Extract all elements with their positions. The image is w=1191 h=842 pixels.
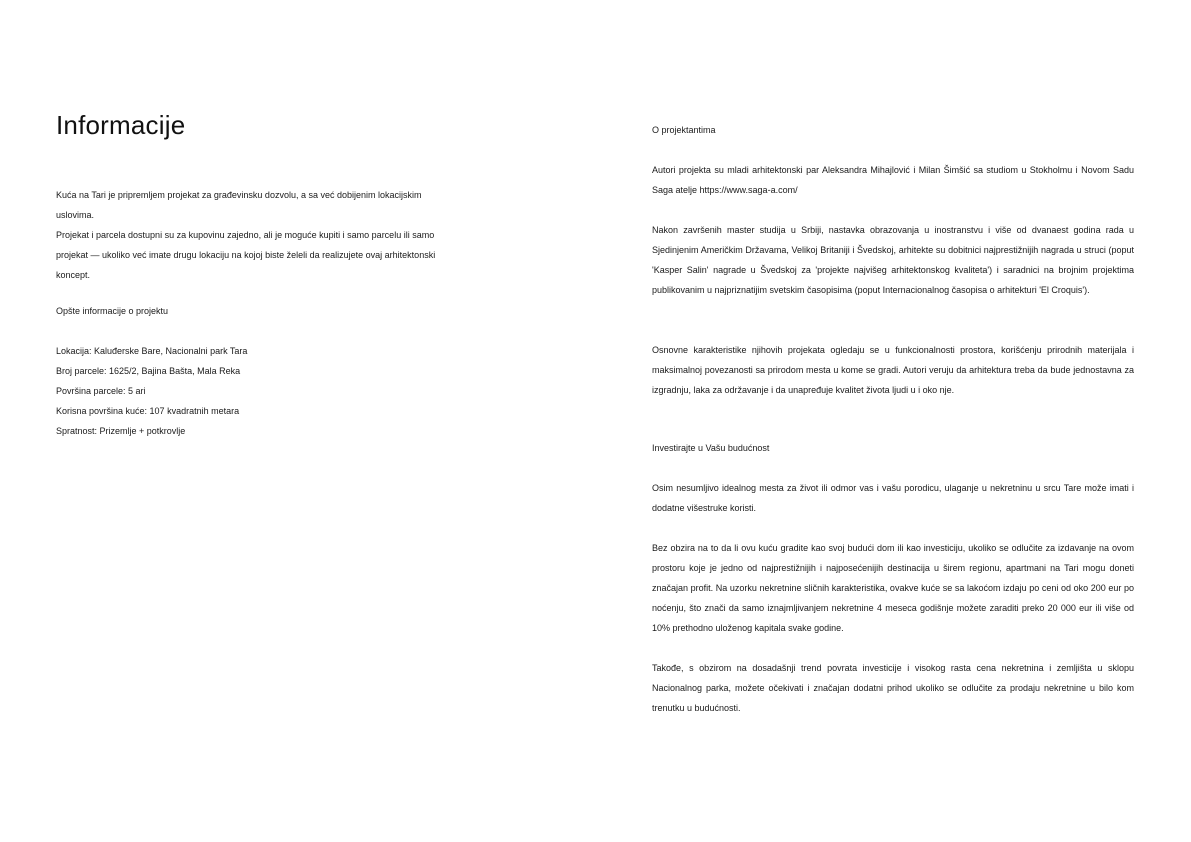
- intro-paragraph-1: Kuća na Tari je pripremljem projekat za građevinsku dozvolu, a sa već dobijenim lokacijskim uslovima.: [56, 190, 422, 220]
- invest-heading: [652, 438, 1134, 458]
- detail-parcel-number: Broj parcele: 1625/2, Bajina Bašta, Mala Reka: [56, 366, 241, 376]
- intro-paragraph-2: Projekat i parcela dostupni su za kupovinu zajedno, ali je moguće kupiti i samo parcelu ili samo projekat — ukoliko već imate drugu lokaciju na kojoj biste želeli da realizujete ovaj arhitektonski koncept.: [56, 230, 436, 280]
- project-info-heading-text: Opšte informacije o projektu: [56, 306, 169, 316]
- right-page: [596, 0, 1191, 842]
- invest-paragraph-1: [652, 478, 1134, 518]
- architects-paragraph-3-text: Osnovne karakteristike njihovih projekata ogledaju se u funkcionalnosti prostora, korišćenju prirodnih materijala i maksimalnoj povezanosti sa prirodom mesta u kome se gradi. Autori veruju da arhitektura treba da bude jednostavna za izgradnju, laka za održavanje i da unapređuje kvalitet života ljudi u i oko nje.: [652, 345, 1134, 395]
- project-details-list: [56, 341, 436, 441]
- architects-paragraph-2: [652, 220, 1134, 300]
- architects-paragraph-1-text: Autori projekta su mladi arhitektonski par Aleksandra Mihajlović i Milan Šimšić sa studiom u Stokholmu i Novom Sadu Saga atelje https://www.saga-a.com/: [652, 165, 1134, 195]
- invest-heading-text: Investirajte u Vašu budućnost: [652, 443, 770, 453]
- invest-paragraph-2-text: Bez obzira na to da li ovu kuću gradite kao svoj budući dom ili kao investiciju, ukoliko se odlučite za izdavanje na ovom prostoru koje je jedno od najprestižnijih i najposećenijih destinacija u širem regionu, apartmani na Tari mogu doneti značajan profit. Na uzorku nekretnine sličnih karakteristika, ovakve kuće se sa lakoćom izdaju po ceni od oko 200 eur po noćenju, što znači da samo iznajmljivanjem nekretnine 4 meseca godišnje možete zaraditi preko 20 000 eur ili više od 10% prethodno uloženog kapitala svake godine.: [652, 543, 1134, 633]
- architects-heading-text: O projektantima: [652, 125, 716, 135]
- invest-paragraph-3: [652, 658, 1134, 718]
- left-page: [0, 0, 595, 842]
- invest-paragraph-2: [652, 538, 1134, 638]
- detail-house-area: Korisna površina kuće: 107 kvadratnih metara: [56, 406, 240, 416]
- architects-paragraph-1: [652, 160, 1134, 200]
- architects-heading: [652, 120, 1134, 140]
- page-title: Informacije: [56, 110, 186, 140]
- intro-text: [56, 185, 436, 285]
- architects-paragraph-2-text: Nakon završenih master studija u Srbiji, nastavka obrazovanja u inostranstvu i više od dvanaest godina rada u Sjedinjenim Američkim Državama, Velikoj Britaniji i Švedskoj, arhitekte su dobitnici najprestižnijih nagrada u struci (poput 'Kasper Salin' nagrade u Švedskoj za 'projekte najvišeg arhitektonskog kvaliteta') i saradnici na brojnim projektima publikovanim u najpriznatijim svetskim časopisima (poput Internacionalnog časopisa o arhitekturi 'El Croquis').: [652, 225, 1134, 295]
- invest-paragraph-1-text: Osim nesumljivo idealnog mesta za život ili odmor vas i vašu porodicu, ulaganje u nekretninu u srcu Tare može imati i dodatne višestruke koristi.: [652, 483, 1134, 513]
- detail-parcel-area: Površina parcele: 5 ari: [56, 386, 146, 396]
- detail-floors: Spratnost: Prizemlje + potkrovlje: [56, 426, 186, 436]
- project-info-heading: [56, 301, 436, 321]
- invest-paragraph-3-text: Takođe, s obzirom na dosadašnji trend povrata investicije i visokog rasta cena nekretnina i zemljišta u sklopu Nacionalnog parka, možete očekivati i značajan dodatni prihod ukoliko se odlučite za prodaju nekretnine u bilo kom trenutku u budućnosti.: [652, 663, 1134, 713]
- architects-paragraph-3: [652, 340, 1134, 400]
- detail-location: Lokacija: Kaluđerske Bare, Nacionalni park Tara: [56, 346, 248, 356]
